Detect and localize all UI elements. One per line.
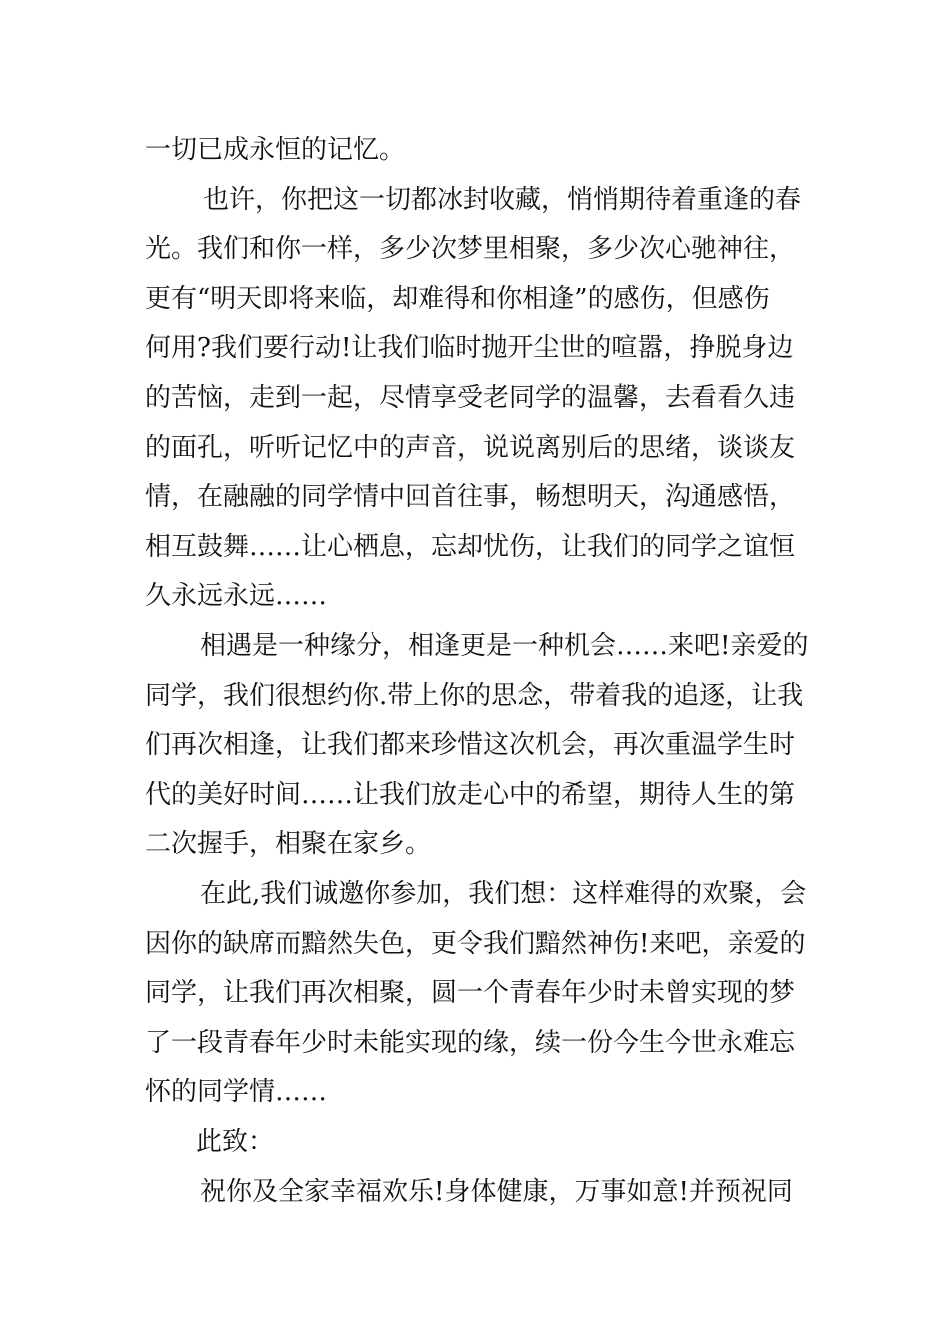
text-line: 一切已成永恒的记忆。	[145, 135, 406, 165]
text-line: 的苦恼，走到一起，尽情享受老同学的温馨，去看看久违	[145, 383, 796, 413]
text-line: 的面孔，听听记忆中的声音，说说离别后的思绪，谈谈友	[145, 433, 796, 463]
paragraph-first-line: 祝你及全家幸福欢乐!身体健康，万事如意!并预祝同	[200, 1177, 793, 1207]
text-line: 因你的缺席而黯然失色，更令我们黯然神伤!来吧，亲爱的	[145, 929, 806, 959]
text-line: 久永远永远……	[145, 581, 328, 611]
paragraph-first-line: 也许，你把这一切都冰封收藏，悄悄期待着重逢的春	[203, 185, 802, 215]
text-line: 同学，让我们再次相聚，圆一个青春年少时未曾实现的梦	[145, 978, 796, 1008]
text-line: 们再次相逢，让我们都来珍惜这次机会，再次重温学生时	[145, 730, 796, 760]
text-line: 何用?我们要行动!让我们临时抛开尘世的喧嚣，挣脱身边	[145, 333, 794, 363]
text-line: 更有“明天即将来临，却难得和你相逢”的感伤，但感伤	[145, 284, 770, 314]
text-line: 怀的同学情……	[145, 1077, 328, 1107]
text-line: 光。我们和你一样，多少次梦里相聚，多少次心驰神往，	[145, 234, 796, 264]
text-line: 情，在融融的同学情中回首往事，畅想明天，沟通感悟，	[145, 482, 796, 512]
text-line: 代的美好时间……让我们放走心中的希望，期待人生的第	[145, 780, 796, 810]
paragraph-first-line: 在此,我们诚邀你参加，我们想：这样难得的欢聚，会	[200, 879, 807, 909]
paragraph-first-line: 相遇是一种缘分，相逢更是一种机会……来吧!亲爱的	[200, 631, 809, 661]
text-line: 同学，我们很想约你.带上你的思念，带着我的追逐，让我	[145, 681, 804, 711]
text-line: 二次握手，相聚在家乡。	[145, 829, 432, 859]
salutation-line: 此致：	[196, 1127, 275, 1157]
text-line: 了一段青春年少时未能实现的缘，续一份今生今世永难忘	[145, 1028, 796, 1058]
text-line: 相互鼓舞……让心栖息，忘却忧伤，让我们的同学之谊恒	[145, 532, 796, 562]
